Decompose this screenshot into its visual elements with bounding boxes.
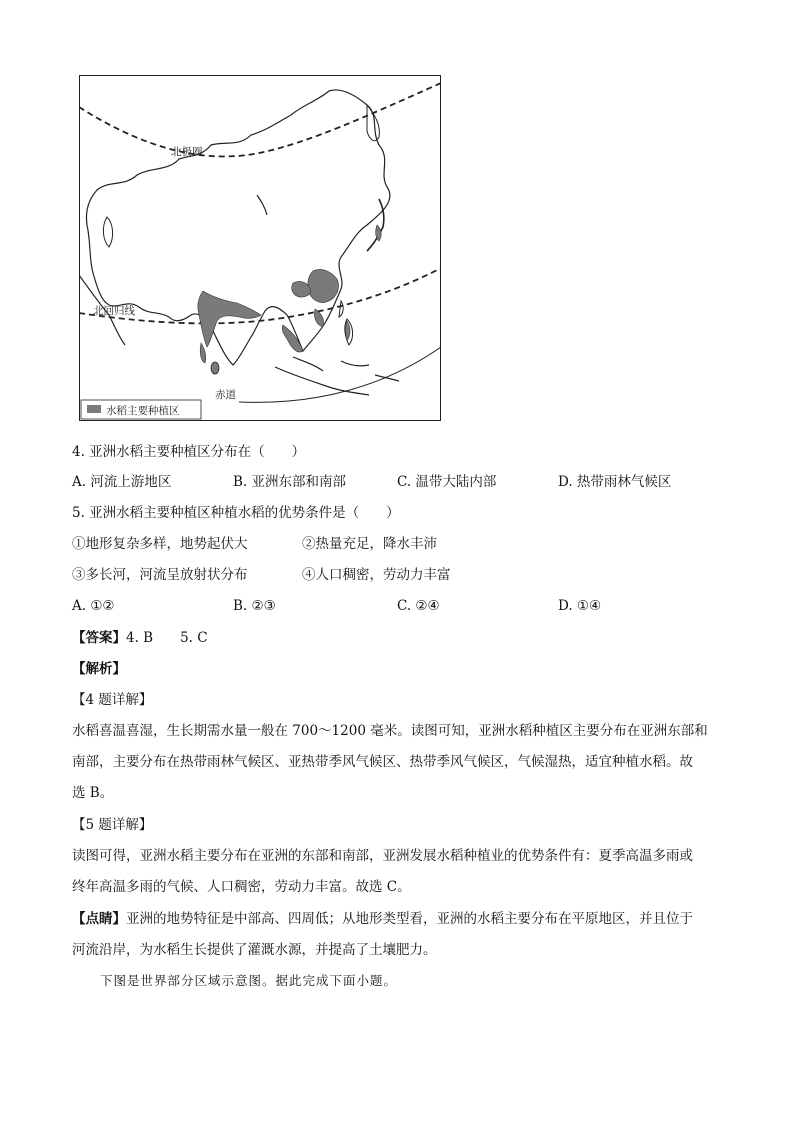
analysis-label: 【解析】 [72, 661, 126, 677]
legend-label: 水稻主要种植区 [106, 405, 180, 417]
q5-option-a: A. ①② [72, 598, 115, 614]
tip-line-2: 河流沿岸，为水稻生长提供了灌溉水源，并提高了土壤肥力。 [72, 942, 437, 958]
equator-label: 赤道 [215, 389, 236, 401]
d4-line-1: 水稻喜温喜湿，生长期需水量一般在 700～1200 毫米。读图可知，亚洲水稻种植区主要分布在亚洲东部和 [72, 723, 708, 739]
d5-title: 【5 题详解】 [72, 817, 153, 833]
q4-option-c: C. 温带大陆内部 [397, 474, 497, 490]
d5-line-2: 终年高温多雨的气候、人口稠密，劳动力丰富。故选 C。 [72, 879, 411, 895]
answer-label: 【答案】 [72, 630, 126, 646]
q5-option-d: D. ①④ [558, 598, 602, 614]
map-frame [80, 76, 441, 421]
sri-lanka-shape [211, 362, 219, 374]
tip-line-1 [72, 911, 693, 927]
next-question-intro: 下图是世界部分区域示意图。据此完成下面小题。 [100, 973, 398, 988]
q5-option-c: C. ②④ [397, 598, 440, 614]
q5-condition-2: ②热量充足，降水丰沛 [302, 536, 437, 552]
tip-text-1: 亚洲的地势特征是中部高、四周低；从地形类型看，亚洲的水稻主要分布在平原地区，并且位于 [126, 911, 693, 927]
q5-condition-4: ④人口稠密，劳动力丰富 [302, 567, 451, 583]
answer-text: 4. B 5. C [126, 630, 208, 646]
q4-option-a: A. 河流上游地区 [72, 474, 172, 490]
legend-swatch [87, 405, 101, 413]
tip-label: 【点睛】 [72, 911, 126, 927]
q5-option-b: B. ②③ [233, 598, 276, 614]
q4-option-b: B. 亚洲东部和南部 [233, 474, 347, 490]
d4-line-3: 选 B。 [72, 785, 114, 801]
q5-stem: 5. 亚洲水稻主要种植区种植水稻的优势条件是（ ） [72, 505, 400, 521]
d5-line-1: 读图可得，亚洲水稻主要分布在亚洲的东部和南部，亚洲发展水稻种植业的优势条件有：夏季高温多雨或 [72, 848, 693, 864]
q5-condition-3: ③多长河，河流呈放射状分布 [72, 567, 248, 583]
answer-line [72, 630, 208, 646]
q4-option-d: D. 热带雨林气候区 [558, 474, 672, 490]
d4-line-2: 南部，主要分布在热带雨林气候区、亚热带季风气候区、热带季风气候区，气候湿热，适宜种植水稻。故 [72, 754, 693, 770]
q4-stem: 4. 亚洲水稻主要种植区分布在（ ） [72, 444, 306, 460]
arctic-circle-label: 北极圈 [171, 146, 203, 158]
d4-title: 【4 题详解】 [72, 692, 153, 708]
q5-condition-1: ①地形复杂多样，地势起伏大 [72, 536, 248, 552]
asia-rice-map [79, 75, 441, 421]
tropic-label: 北回归线 [93, 305, 135, 317]
map-legend [81, 400, 201, 419]
